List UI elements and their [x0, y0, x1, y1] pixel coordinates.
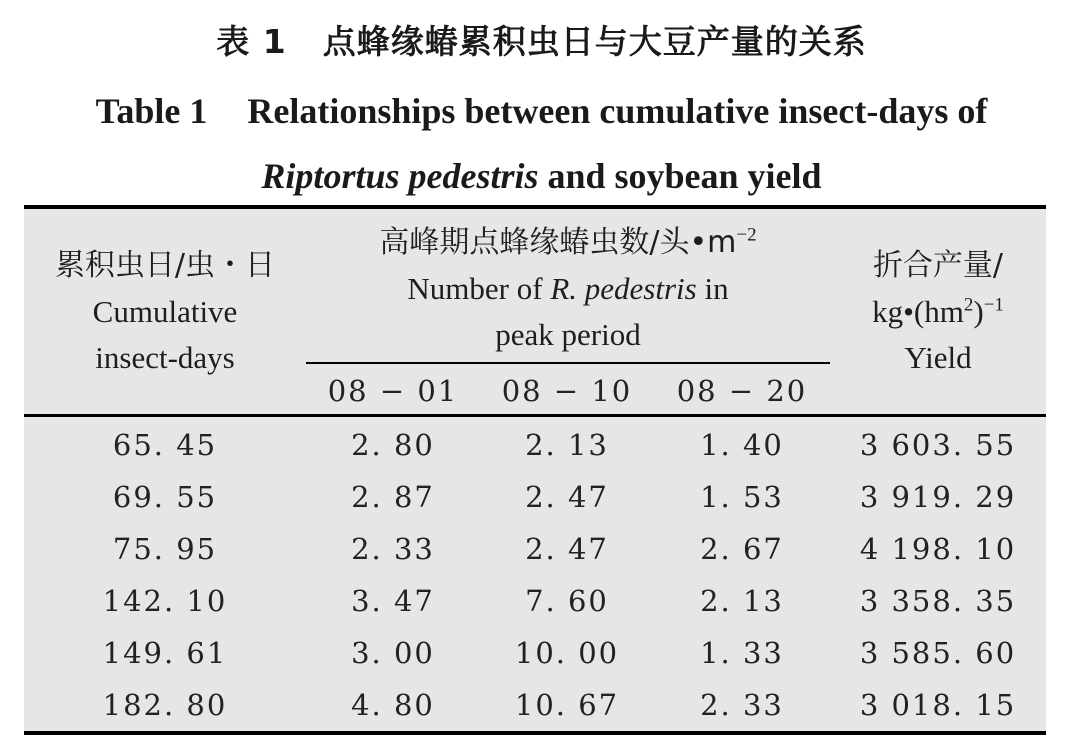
header-col3-unit-sup1: 2	[963, 294, 974, 316]
cell-count-0801: 3. 47	[351, 584, 435, 618]
cell-count-0801: 2. 80	[351, 428, 435, 462]
header-col2-en-post: in	[696, 271, 729, 306]
cell-cumulative: 69. 55	[112, 480, 218, 514]
cell-count-0820: 1. 40	[700, 428, 784, 462]
cell-count-0820: 1. 33	[700, 636, 784, 670]
cell-cumulative: 182. 80	[102, 688, 228, 722]
header-col1-en1: Cumulative	[92, 294, 238, 329]
cell-count-0801: 3. 00	[351, 636, 435, 670]
header-col3-en: Yield	[904, 340, 972, 375]
cell-yield: 3 585. 60	[859, 636, 1017, 670]
cell-count-0820: 2. 13	[700, 584, 784, 618]
caption-en-label: Table 1	[95, 91, 208, 131]
header-peak-period-count	[306, 219, 830, 358]
caption-en-title-line2: and soybean yield	[538, 156, 822, 196]
cell-yield: 3 018. 15	[859, 688, 1017, 722]
caption-english-line2	[0, 154, 1083, 198]
header-cumulative-insect-days	[24, 243, 306, 381]
table-row	[24, 575, 1046, 627]
header-col1-en2: insect-days	[95, 340, 235, 375]
cell-count-0810: 2. 13	[525, 428, 609, 462]
header-col2-en-italic: R. pedestris	[550, 271, 697, 306]
cell-count-0810: 10. 67	[514, 688, 620, 722]
caption-en-title-line1: Relationships between cumulative insect-days of	[247, 91, 988, 131]
header-date-2: 08 − 10	[501, 374, 633, 408]
cell-yield: 3 919. 29	[859, 480, 1017, 514]
header-col3-unit-sup2: −1	[983, 294, 1004, 316]
header-col3-unit-pre: kg•(hm	[872, 294, 964, 329]
caption-english-line1	[0, 89, 1083, 133]
table-row	[24, 523, 1046, 575]
caption-chinese	[0, 22, 1083, 62]
cell-count-0801: 2. 33	[351, 532, 435, 566]
header-yield	[830, 243, 1046, 381]
header-col3-zh: 折合产量/	[872, 248, 1004, 283]
cell-count-0820: 2. 33	[700, 688, 784, 722]
caption-species-name: Riptortus pedestris	[261, 156, 539, 196]
cell-cumulative: 65. 45	[112, 428, 218, 462]
cell-count-0801: 2. 87	[351, 480, 435, 514]
table-subheader-rule	[306, 362, 830, 364]
cell-count-0810: 2. 47	[525, 532, 609, 566]
header-col2-sup: −2	[736, 224, 757, 246]
cell-count-0820: 2. 67	[700, 532, 784, 566]
table-row	[24, 419, 1046, 471]
header-col2-en-pre: Number of	[407, 271, 551, 306]
cell-yield: 4 198. 10	[859, 532, 1017, 566]
caption-zh-title: 点蜂缘蝽累积虫日与大豆产量的关系	[322, 22, 867, 61]
cell-cumulative: 149. 61	[102, 636, 228, 670]
header-date-3: 08 − 20	[676, 374, 808, 408]
table-header-rule	[24, 414, 1046, 417]
table-row	[24, 679, 1046, 731]
cell-count-0810: 7. 60	[525, 584, 609, 618]
cell-count-0801: 4. 80	[351, 688, 435, 722]
cell-yield: 3 603. 55	[859, 428, 1017, 462]
data-table	[24, 205, 1046, 735]
cell-count-0810: 2. 47	[525, 480, 609, 514]
header-col2-zh: 高峰期点蜂缘蝽虫数/头•m	[379, 225, 737, 260]
cell-cumulative: 142. 10	[102, 584, 228, 618]
header-date-1: 08 − 01	[327, 374, 459, 408]
caption-zh-label: 表 1	[216, 22, 287, 61]
cell-count-0820: 1. 53	[700, 480, 784, 514]
cell-count-0810: 10. 00	[514, 636, 620, 670]
cell-cumulative: 75. 95	[112, 532, 218, 566]
header-col1-zh: 累积虫日/虫・日	[54, 248, 276, 283]
table-bottom-rule	[24, 731, 1046, 735]
table-row	[24, 471, 1046, 523]
table-row	[24, 627, 1046, 679]
header-col3-unit-mid: )	[973, 294, 984, 329]
cell-yield: 3 358. 35	[859, 584, 1017, 618]
table-top-rule	[24, 205, 1046, 209]
header-col2-en2: peak period	[495, 317, 641, 352]
